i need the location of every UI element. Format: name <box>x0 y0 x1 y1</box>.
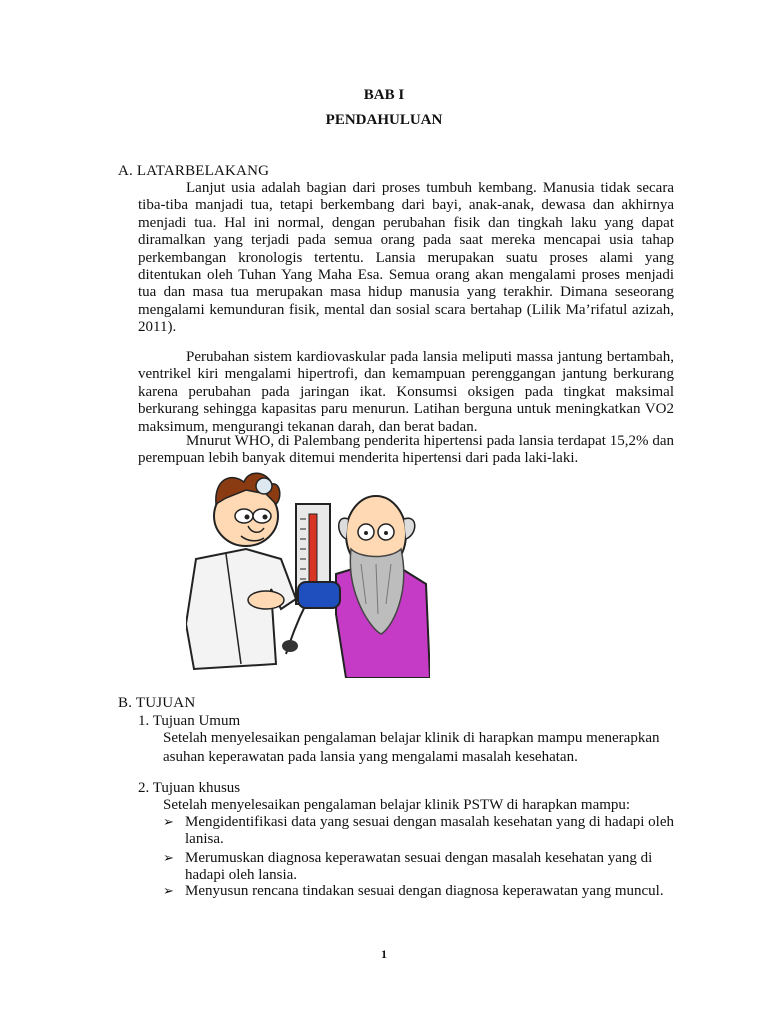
bullet-text: Merumuskan diagnosa keperawatan sesuai dengan masalah kesehatan yang di hadapi oleh lansia. <box>185 850 653 884</box>
arrow-bullet-icon: ➢ <box>163 884 174 899</box>
paragraph-background-3: Mnurut WHO, di Palembang penderita hipertensi pada lansia terdapat 15,2% dan perempuan lebih banyak ditemui menderita hipertensi dari pada laki-laki. <box>138 433 674 467</box>
objective-bullet-item <box>163 850 676 885</box>
arrow-bullet-icon: ➢ <box>163 851 174 866</box>
arrow-bullet-icon: ➢ <box>163 815 174 830</box>
objective-specific-text: Setelah menyelesaikan pengalaman belajar klinik PSTW di harapkan mampu: <box>163 797 631 813</box>
paragraph-background-2: Perubahan sistem kardiovaskular pada lansia meliputi massa jantung bertambah, ventrikel kiri mengalami hipertrofi, dan kemampuan perenggangan jantung berkurang karena perubahan pada jaringan ikat. Konsumsi oksigen pada tingkat maksimal berkurang sehingga kapasitas paru menurun. Latihan berguna untuk meningkatkan VO2 maksimum, mengurangi tekanan darah, dan berat badan. <box>138 349 674 435</box>
doctor-blood-pressure-illustration <box>186 464 430 678</box>
bullet-text: Mengidentifikasi data yang sesuai dengan masalah kesehatan yang di hadapi oleh lanisa. <box>185 814 675 848</box>
objective-bullet-item <box>163 814 676 849</box>
doctor-figure <box>186 473 296 669</box>
objective-specific-label: 2. Tujuan khusus <box>138 780 241 796</box>
section-b-heading: B. TUJUAN <box>118 695 196 711</box>
chapter-number: BAB I <box>363 87 405 103</box>
objective-bullet-item <box>163 883 676 900</box>
paragraph-background-1: Lanjut usia adalah bagian dari proses tumbuh kembang. Manusia tidak secara tiba-tiba manjadi tua, tetapi berkembang dari bayi, anak-anak, dewasa dan akhirnya menjadi tua. Hal ini normal, dengan perubahan fisik dan tingkah laku yang dapat diramalkan yang terjadi pada semua orang pada saat mereka mencapai usia tahap perkembangan kronologis tertentu. Lansia merupakan suatu proses alami yang ditentukan oleh Tuhan Yang Maha Esa. Semua orang akan mengalami proses menjadi tua dan masa tua merupakan masa hidup manusia yang terakhir. Dimana seseorang mengalami kemunduran fisik, mental dan sosial scara bertahap (Lilik Ma’rifatul azizah, 2011). <box>138 180 674 336</box>
section-a-heading: A. LATARBELAKANG <box>118 163 270 179</box>
chapter-title: PENDAHULUAN <box>325 112 443 128</box>
objective-general-text: Setelah menyelesaikan pengalaman belajar klinik di harapkan mampu menerapkan asuhan keperawatan pada lansia yang mengalami masalah kesehatan. <box>163 730 660 765</box>
bullet-text: Menyusun rencana tindakan sesuai dengan diagnosa keperawatan yang muncul. <box>185 883 664 899</box>
page-number: 1 <box>381 947 387 961</box>
objective-general-label: 1. Tujuan Umum <box>138 713 241 729</box>
